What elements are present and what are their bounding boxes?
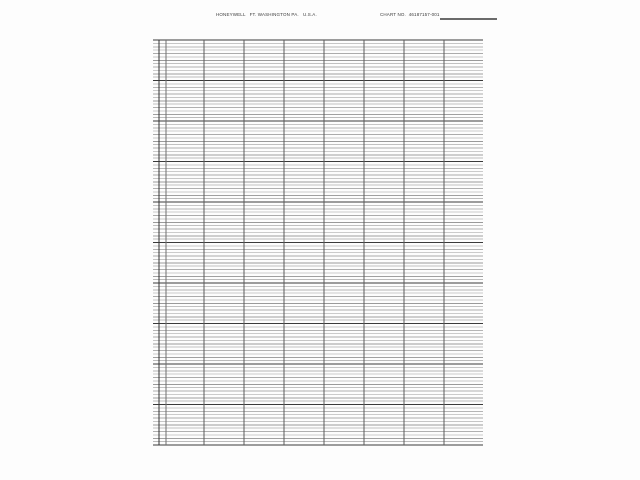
chart-number-text: CHART NO. 46187157-001 (380, 12, 440, 17)
manufacturer-text: HONEYWELL FT. WASHINGTON PA. U.S.A. (216, 12, 317, 17)
